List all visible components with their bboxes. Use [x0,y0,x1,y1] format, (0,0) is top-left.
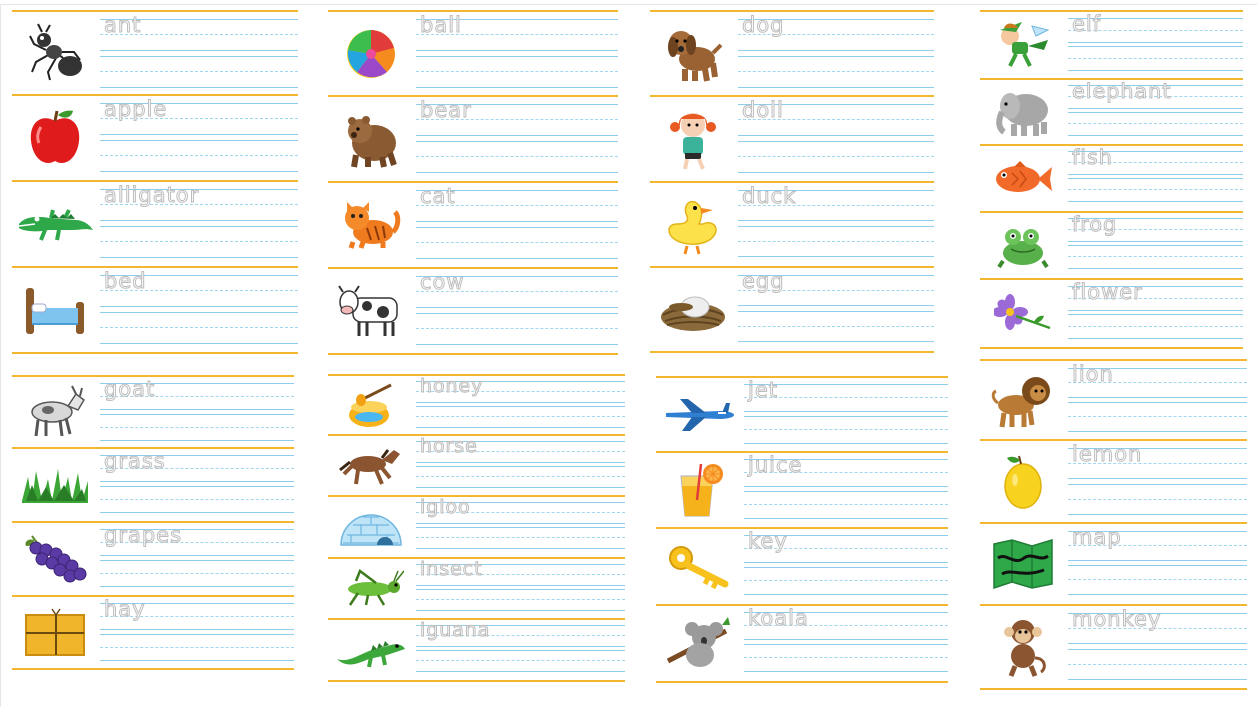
monkey-picture [980,606,1066,688]
writing-line-set[interactable] [738,98,934,135]
writing-line-set[interactable] [100,56,298,87]
writing-line-set[interactable] [744,644,948,671]
word-card-bed [12,268,298,354]
duck-picture [650,183,736,266]
handwriting-lines [1068,80,1243,144]
word-card-hay [12,597,294,670]
word-card-monkey [980,606,1247,690]
ant-picture [12,12,98,94]
hay-picture [12,597,98,668]
bear-picture [328,97,414,181]
word-card-frog [980,213,1243,280]
alligator-picture [12,182,98,266]
handwriting-lines [416,12,618,95]
jet-picture [656,378,742,451]
trace-word: doll [742,98,784,122]
grapes-picture [12,523,98,595]
igloo-picture [328,497,414,557]
writing-line-set[interactable] [744,416,948,443]
word-card-key [656,529,948,606]
writing-line-set[interactable] [744,529,948,562]
word-card-doll [650,97,934,183]
writing-line-set[interactable] [1068,607,1247,643]
writing-line-set[interactable] [416,619,625,646]
writing-line-set[interactable] [738,226,934,256]
trace-word: alligator [104,183,200,207]
handwriting-lines [416,497,625,557]
trace-word: lion [1072,362,1114,386]
handwriting-lines [416,620,625,680]
handwriting-lines [100,268,298,352]
handwriting-lines [744,529,948,604]
word-card-elephant [980,80,1243,146]
word-card-insect [328,559,625,620]
writing-line-set[interactable] [416,313,618,344]
word-card-jet [656,376,948,453]
word-card-igloo [328,497,625,559]
handwriting-lines [1068,441,1247,522]
trace-word: bed [104,269,147,293]
word-card-lion [980,359,1247,441]
writing-line-set[interactable] [100,486,294,512]
writing-line-set[interactable] [100,226,298,257]
word-card-alligator [12,182,298,268]
trace-word: igloo [420,496,471,518]
horse-picture [328,436,414,495]
lion-picture [980,361,1066,439]
word-card-fish [980,146,1243,213]
handwriting-lines [738,97,934,181]
frog-picture [980,213,1066,278]
writing-line-set[interactable] [1068,565,1247,594]
writing-line-set[interactable] [100,269,298,306]
writing-line-set[interactable] [100,13,298,50]
word-card-dog [650,10,934,97]
handwriting-lines [416,436,625,495]
writing-line-set[interactable] [1068,245,1243,268]
handwriting-lines [100,597,294,668]
writing-line-set[interactable] [416,496,625,523]
trace-word: cat [420,184,456,208]
egg-picture [650,268,736,351]
handwriting-lines [1068,12,1243,78]
trace-word: monkey [1072,607,1162,631]
writing-line-set[interactable] [100,377,294,409]
cat-picture [328,183,414,267]
trace-word: elf [1072,12,1102,36]
writing-line-set[interactable] [1068,362,1247,397]
writing-line-set[interactable] [416,466,625,487]
writing-line-set[interactable] [100,183,298,220]
trace-word: grass [104,449,166,473]
handwriting-lines [744,606,948,681]
handwriting-lines [744,378,948,451]
trace-word: ball [420,13,462,37]
trace-word: cow [420,270,465,294]
writing-line-set[interactable] [100,449,294,481]
word-card-goat [12,375,294,449]
handwriting-lines [416,376,625,434]
flower-picture [980,280,1066,347]
handwriting-lines [100,182,298,266]
handwriting-lines [416,97,618,181]
trace-word: ant [104,13,142,37]
dog-picture [650,12,736,95]
trace-word: dog [742,13,785,37]
writing-line-set[interactable] [738,141,934,172]
writing-line-set[interactable] [738,269,934,305]
writing-line-set[interactable] [738,311,934,341]
writing-line-set[interactable] [1068,402,1247,431]
writing-line-set[interactable] [416,270,618,307]
writing-line-set[interactable] [416,406,625,427]
word-card-ball [328,10,618,97]
handwriting-lines [416,559,625,618]
map-picture [980,524,1066,604]
iguana-picture [328,620,414,680]
cow-picture [328,269,414,353]
writing-line-set[interactable] [416,589,625,610]
word-card-iguana [328,620,625,682]
word-card-lemon [980,441,1247,524]
word-card-map [980,524,1247,606]
writing-line-set[interactable] [744,453,948,486]
writing-line-set[interactable] [744,606,948,639]
goat-picture [12,377,98,447]
handwriting-lines [416,269,618,353]
word-card-bear [328,97,618,183]
trace-word: insect [420,558,483,580]
trace-word: goat [104,377,156,401]
trace-word: grapes [104,523,183,547]
trace-word: juice [748,453,803,477]
writing-line-set[interactable] [100,597,294,629]
handwriting-lines [100,12,298,94]
writing-line-set[interactable] [416,375,625,402]
elf-picture [980,12,1066,78]
trace-word: apple [104,97,168,121]
trace-word: honey [420,375,484,397]
writing-line-set[interactable] [744,378,948,411]
trace-word: egg [742,269,785,293]
writing-line-set[interactable] [416,184,618,221]
trace-word: lemon [1072,442,1143,466]
handwriting-lines [100,523,294,595]
trace-word: frog [1072,212,1118,236]
writing-line-set[interactable] [744,491,948,518]
handwriting-lines [1068,213,1243,278]
writing-line-set[interactable] [1068,112,1243,135]
word-card-grass [12,449,294,523]
writing-line-set[interactable] [416,98,618,135]
writing-line-set[interactable] [1068,79,1243,108]
word-card-ant [12,10,298,96]
handwriting-lines [1068,606,1247,688]
word-card-elf [980,10,1243,80]
grass-picture [12,449,98,521]
trace-word: iguana [420,619,491,641]
writing-line-set[interactable] [416,13,618,50]
trace-word: elephant [1072,79,1172,103]
word-card-cow [328,269,618,355]
writing-line-set[interactable] [1068,12,1243,42]
word-card-grapes [12,523,294,597]
trace-word: fish [1072,145,1113,169]
writing-line-set[interactable] [416,141,618,172]
writing-line-set[interactable] [1068,649,1247,679]
trace-word: flower [1072,280,1143,304]
word-card-koala [656,606,948,683]
handwriting-lines [738,183,934,266]
elephant-picture [980,80,1066,144]
insect-picture [328,559,414,618]
writing-line-set[interactable] [1068,484,1247,514]
writing-line-set[interactable] [738,13,934,50]
handwriting-lines [1068,361,1247,439]
writing-line-set[interactable] [1068,145,1243,174]
writing-line-set[interactable] [416,558,625,585]
fish-picture [980,146,1066,211]
trace-word: duck [742,184,797,208]
trace-word: horse [420,435,478,457]
writing-line-set[interactable] [1068,46,1243,70]
writing-line-set[interactable] [100,523,294,555]
writing-line-set[interactable] [416,56,618,87]
handwriting-lines [1068,146,1243,211]
trace-word: jet [748,378,778,402]
lemon-picture [980,441,1066,522]
word-card-horse [328,436,625,497]
writing-line-set[interactable] [738,184,934,220]
handwriting-lines [738,12,934,95]
word-card-egg [650,268,934,353]
word-card-duck [650,183,934,268]
doll-picture [650,97,736,181]
writing-line-set[interactable] [1068,178,1243,201]
writing-line-set[interactable] [416,227,618,258]
writing-line-set[interactable] [1068,314,1243,338]
word-card-flower [980,280,1243,349]
word-card-juice [656,453,948,529]
writing-line-set[interactable] [744,567,948,594]
writing-line-set[interactable] [416,527,625,548]
writing-line-set[interactable] [100,312,298,343]
bed-picture [12,268,98,352]
ball-picture [328,12,414,95]
handwriting-lines [744,453,948,527]
trace-word: koala [748,606,809,630]
trace-word: bear [420,98,472,122]
writing-line-set[interactable] [100,97,298,134]
key-picture [656,529,742,604]
juice-picture [656,453,742,527]
writing-line-set[interactable] [100,414,294,440]
handwriting-lines [100,96,298,180]
apple-picture [12,96,98,180]
writing-line-set[interactable] [1068,212,1243,241]
handwriting-lines [1068,524,1247,604]
koala-picture [656,606,742,681]
word-card-honey [328,374,625,436]
writing-line-set[interactable] [738,56,934,87]
writing-line-set[interactable] [100,560,294,586]
handwriting-lines [738,268,934,351]
honey-picture [328,376,414,434]
writing-line-set[interactable] [1068,442,1247,478]
writing-line-set[interactable] [1068,525,1247,560]
writing-line-set[interactable] [100,140,298,171]
handwriting-lines [100,449,294,521]
handwriting-lines [1068,280,1243,347]
writing-line-set[interactable] [416,650,625,671]
trace-word: hay [104,597,146,621]
trace-word: map [1072,525,1122,549]
writing-line-set[interactable] [100,634,294,660]
handwriting-lines [416,183,618,267]
writing-line-set[interactable] [416,435,625,462]
word-card-cat [328,183,618,269]
writing-line-set[interactable] [1068,280,1243,310]
handwriting-lines [100,377,294,447]
trace-word: key [748,529,788,553]
word-card-apple [12,96,298,182]
